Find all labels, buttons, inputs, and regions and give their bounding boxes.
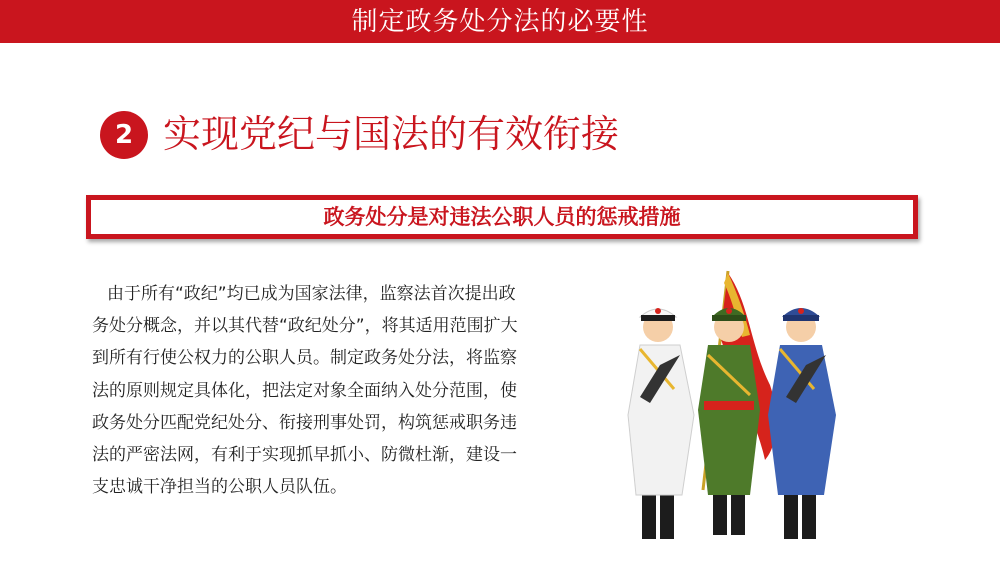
subtitle-text: 政务处分是对违法公职人员的惩戒措施 — [323, 205, 681, 229]
honor-guard-soldiers-illustration — [600, 265, 865, 550]
section-number-badge: 2 — [100, 111, 148, 159]
subtitle-box — [86, 195, 918, 239]
header-title: 制定政务处分法的必要性 — [351, 7, 649, 37]
body-paragraph: 由于所有“政纪”均已成为国家法律，监察法首次提出政务处分概念，并以其代替“政纪处分”，将其适用范围扩大到所有行使公权力的公职人员。制定政务处分法，将监察法的原则规定具体化，把法定对象全面纳入处分范围，使政务处分匹配党纪处分、衔接刑事处罚，构筑惩戒职务违法的严密法网，有利于实现抓早抓小、防微杜渐，建设一支忠诚干净担当的公职人员队伍。 — [92, 284, 518, 498]
section-title: 实现党纪与国法的有效衔接 — [163, 112, 620, 156]
header-bar — [0, 0, 1000, 43]
